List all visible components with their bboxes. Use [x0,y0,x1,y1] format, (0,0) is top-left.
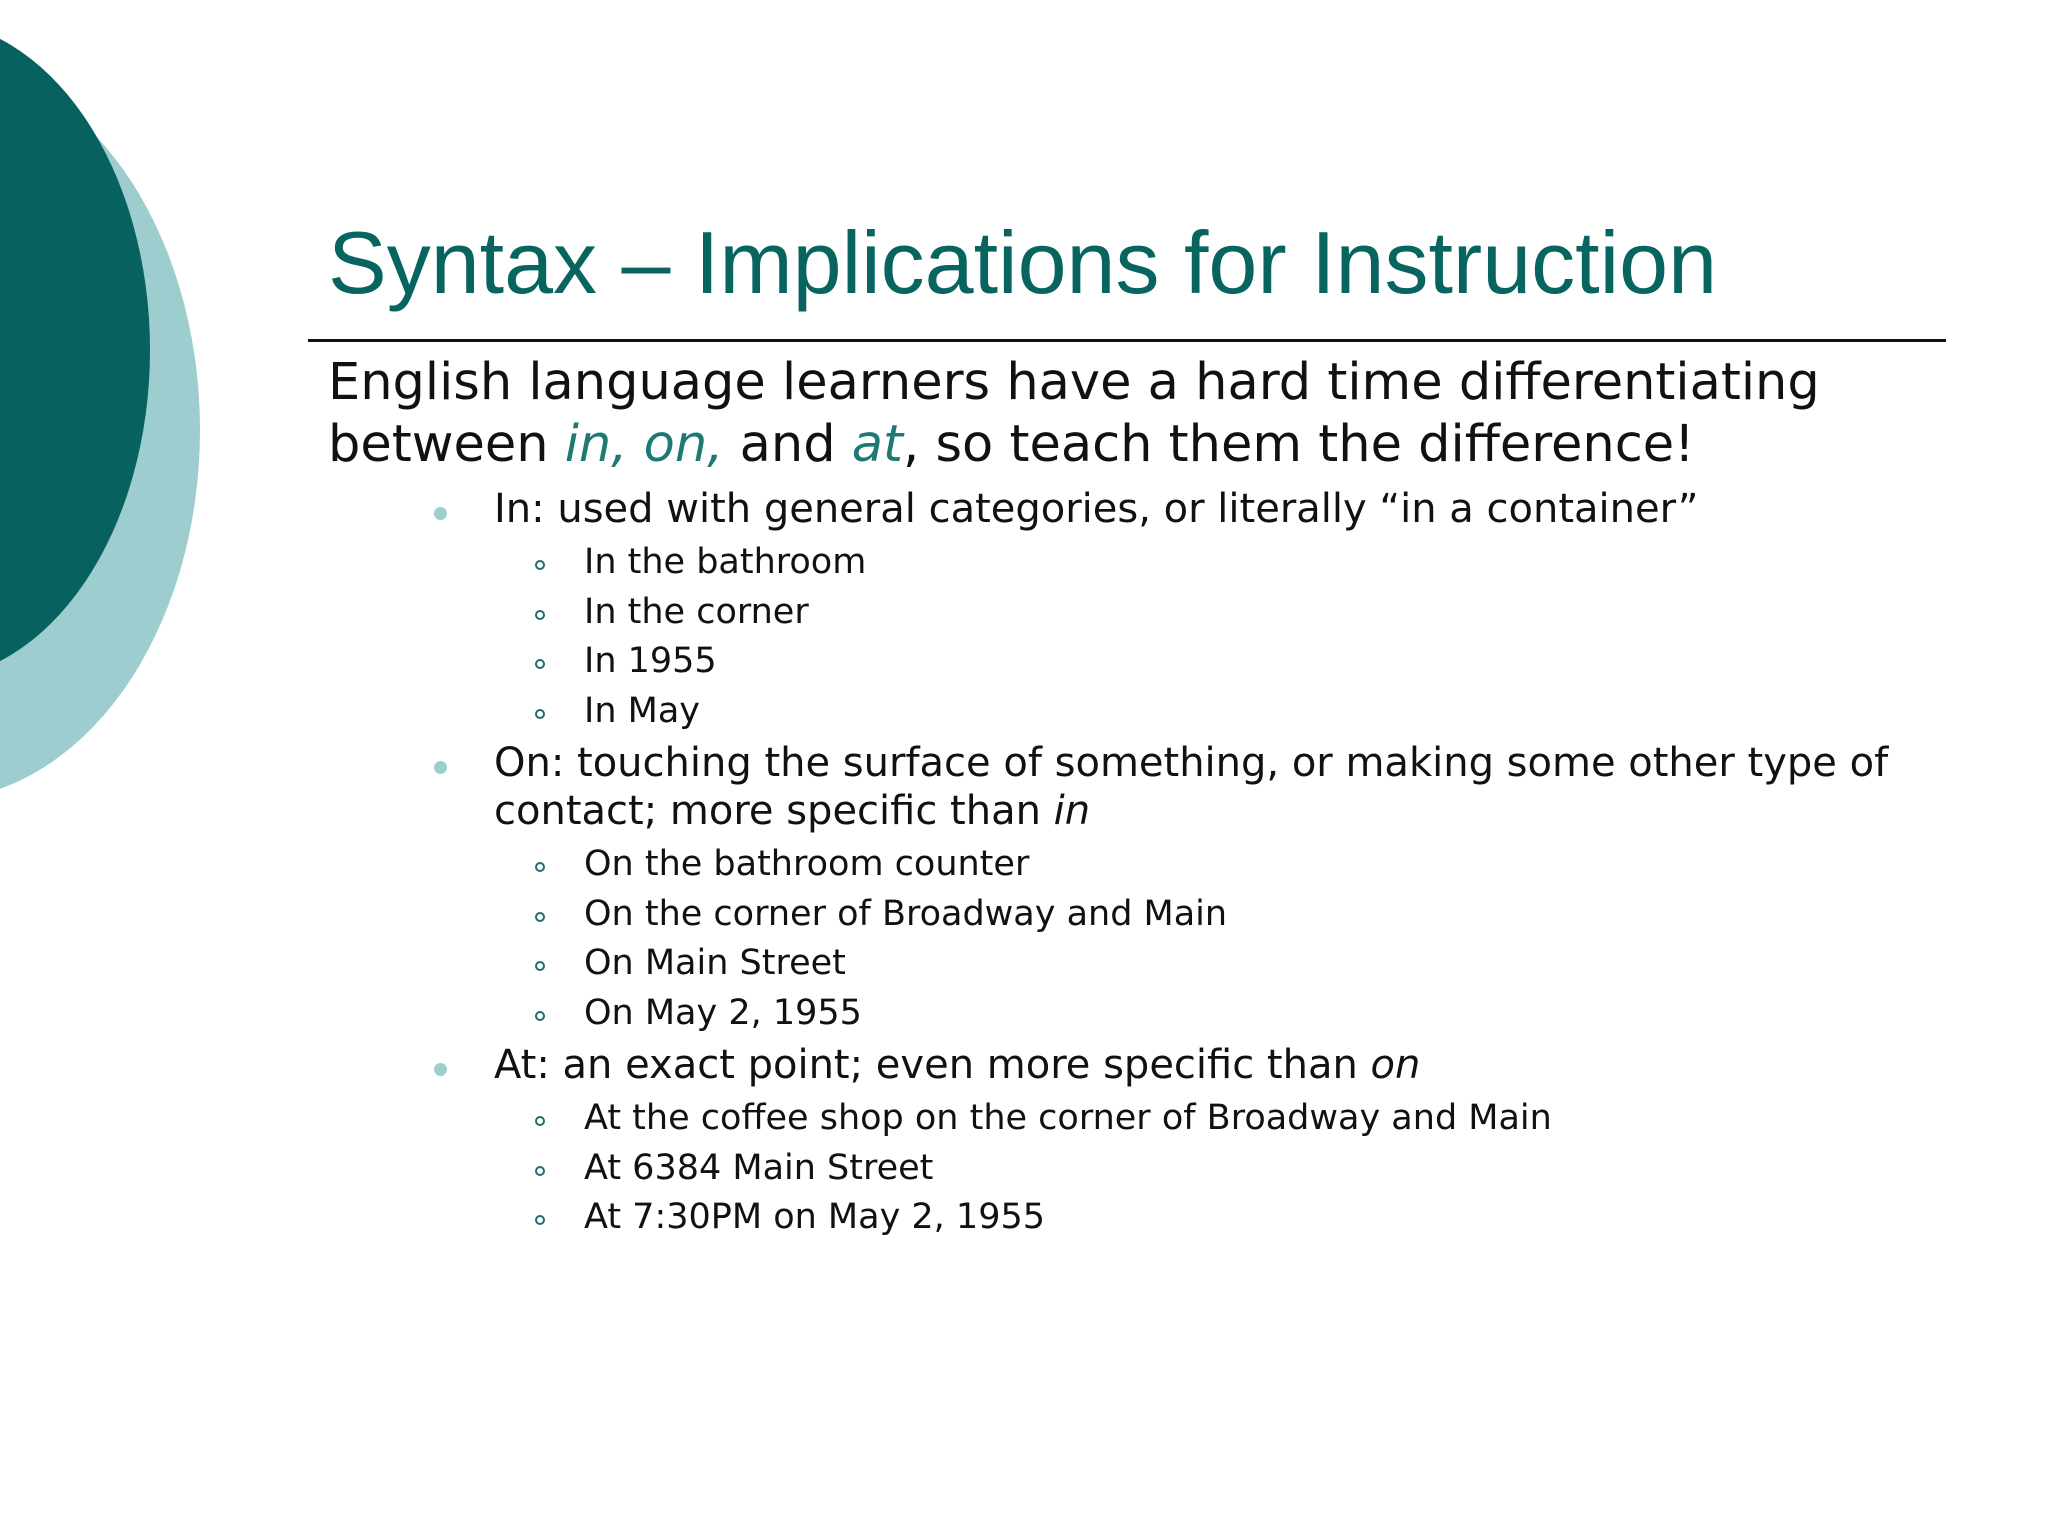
sub-bullet-ring [535,1116,545,1126]
bullet-in-main: In: used with general categories, or literally “in a container” [494,486,1699,532]
intro-word-on: on, [643,415,724,474]
bullet-at-main [494,1041,1420,1089]
intro-word-in: in, [564,415,644,474]
sub-bullet-at-1: At 6384 Main Street [584,1148,934,1188]
slide-title: Syntax – Implications for Instruction [328,213,1718,312]
sub-bullet-on-3: On May 2, 1955 [584,993,862,1033]
intro-paragraph [328,352,1968,476]
intro-and: and [723,415,852,474]
sub-bullet-at-0: At the coffee shop on the corner of Broadway and Main [584,1098,1552,1138]
sub-bullet-on-0: On the bathroom counter [584,844,1030,884]
sub-bullet-ring [535,709,545,719]
bullet-at-main-prefix: At: an exact point; even more specific than [494,1042,1371,1088]
sub-bullet-ring [535,560,545,570]
bullet-on-main-prefix: contact; more specific than [494,788,1054,834]
sub-bullet-ring [535,659,545,669]
bullet-on-main-emph: in [1053,788,1091,834]
sub-bullet-ring [535,1011,545,1021]
sub-bullet-in-1: In the corner [584,592,809,632]
bullet-dot-at [434,1063,447,1076]
sub-bullet-in-3: In May [584,691,700,731]
sub-bullet-ring [535,610,545,620]
sub-bullet-in-0: In the bathroom [584,542,867,582]
sub-bullet-ring [535,1166,545,1176]
bullet-dot-in [434,507,447,520]
sub-bullet-on-1: On the corner of Broadway and Main [584,894,1228,934]
sub-bullet-at-2: At 7:30PM on May 2, 1955 [584,1197,1045,1237]
intro-rest: , so teach them the difference! [903,415,1695,474]
bullet-on-main-line-2 [494,787,1090,835]
sub-bullet-ring [535,1215,545,1225]
sub-bullet-ring [535,912,545,922]
intro-line-2 [328,414,1968,476]
bullet-dot-on [434,761,447,774]
intro-line-1: English language learners have a hard time differentiating [328,353,1820,412]
title-divider [308,339,1946,342]
bullet-on-main-line-1: On: touching the surface of something, or making some other type of [494,740,1889,786]
sub-bullet-on-2: On Main Street [584,943,846,983]
bullet-at-main-emph: on [1370,1042,1421,1088]
sub-bullet-ring [535,862,545,872]
sub-bullet-ring [535,961,545,971]
sub-bullet-in-2: In 1955 [584,641,717,681]
intro-word-at: at [851,415,904,474]
intro-between: between [328,415,565,474]
